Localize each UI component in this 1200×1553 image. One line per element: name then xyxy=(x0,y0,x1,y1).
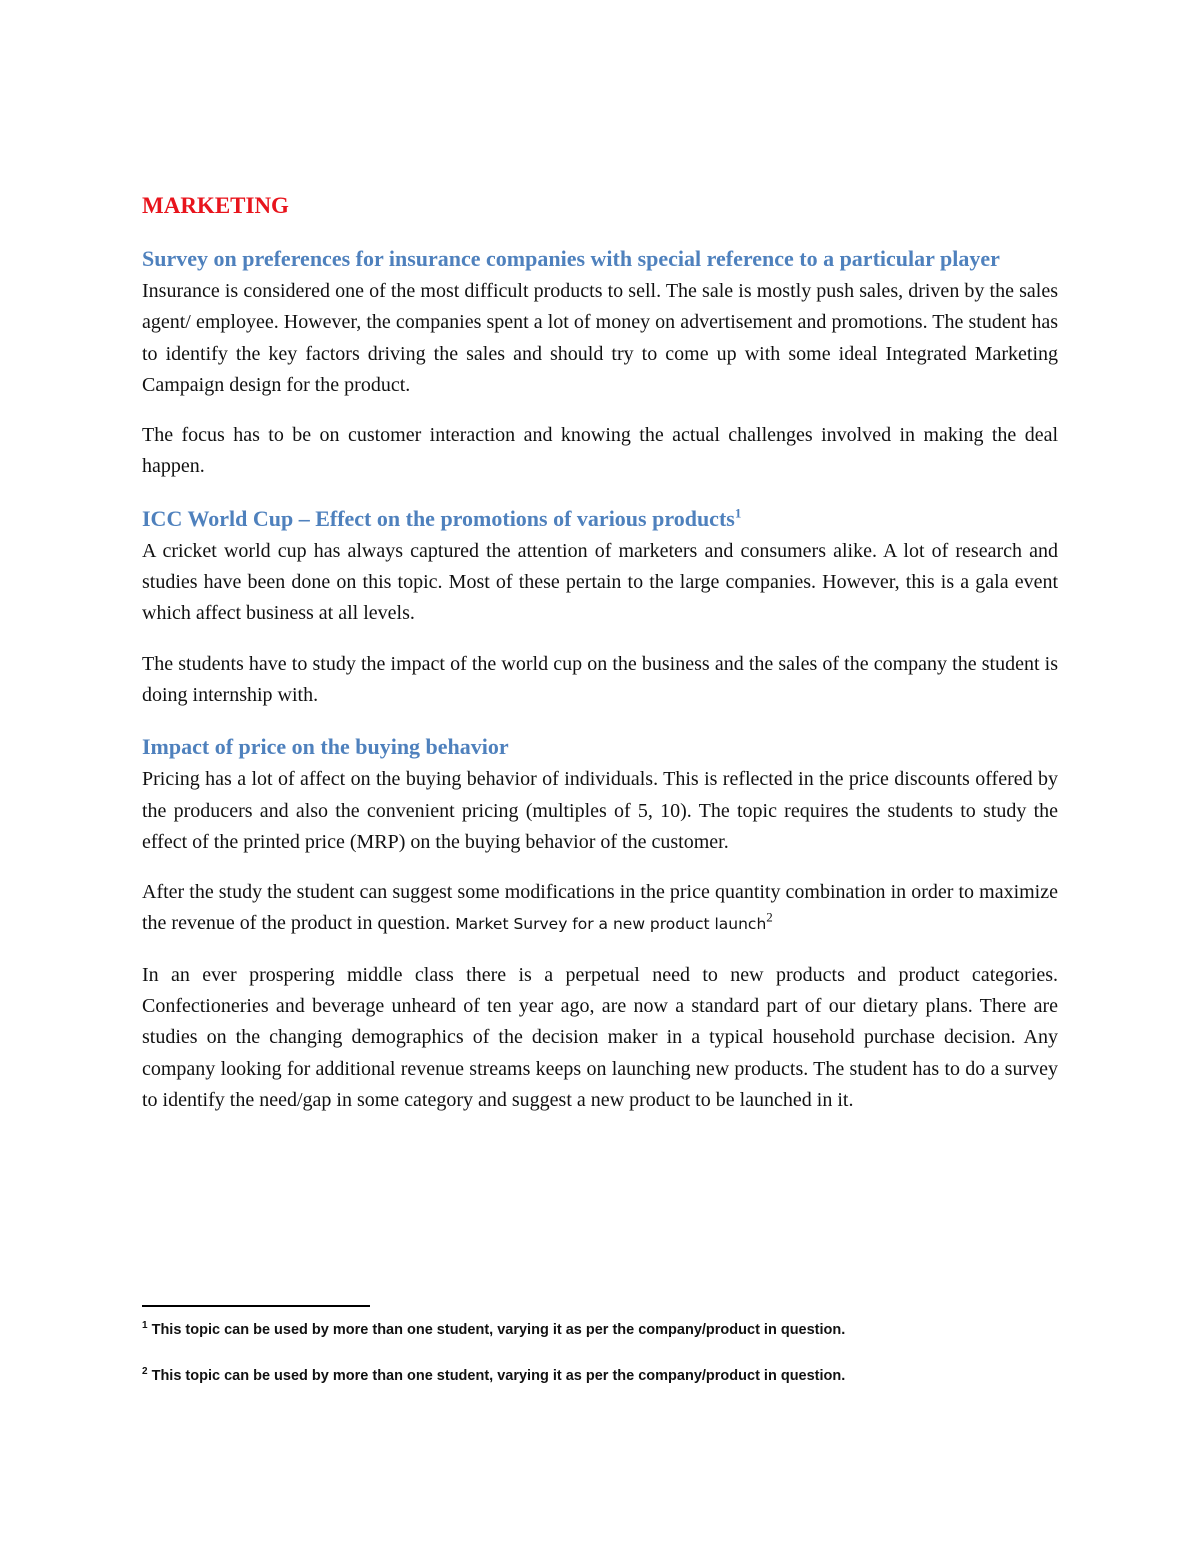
document-body xyxy=(142,190,1058,1135)
topic-paragraph: In an ever prospering middle class there is a perpetual need to new products and product categories. Confectioneries and beverage unheard of ten year ago, are now a standard part of our dietary plans. There are studies on the changing demographics of the decision maker in a typical household purchase decision. Any company looking for additional revenue streams keeps on launching new products. The student has to do a survey to identify the need/gap in some category and suggest a new product to be launched in it. xyxy=(142,963,1058,1111)
footnote-text: This topic can be used by more than one student, varying it as per the company/product in question. xyxy=(151,1322,846,1338)
topic-heading-text: ICC World Cup – Effect on the promotions of various products xyxy=(142,505,735,531)
footnote-reference: 1 xyxy=(734,505,742,521)
footnote-1 xyxy=(142,1320,1058,1340)
topic-heading-market-survey: Market Survey for a new product launch xyxy=(455,915,767,934)
footnote-number: 1 xyxy=(142,1320,148,1332)
topic-heading-insurance: Survey on preferences for insurance companies with special reference to a particular player xyxy=(142,246,1000,271)
topic-paragraph: Pricing has a lot of affect on the buying behavior of individuals. This is reflected in the price discounts offered by the producers and also the convenient pricing (multiples of 5, 10). The topic requires the students to study the effect of the printed price (MRP) on the buying behavior of the customer. xyxy=(142,768,1058,853)
footnote-reference: 2 xyxy=(766,909,773,925)
section-title: MARKETING xyxy=(142,193,289,218)
footnote-text: This topic can be used by more than one student, varying it as per the company/product in question. xyxy=(151,1368,846,1384)
footnote-number: 2 xyxy=(142,1366,148,1378)
footnote-separator xyxy=(142,1305,370,1307)
topic-paragraph xyxy=(142,877,1058,941)
footnote-2 xyxy=(142,1366,1058,1386)
topic-paragraph: The focus has to be on customer interaction and knowing the actual challenges involved in making the deal happen. xyxy=(142,424,1058,478)
topic-heading-world-cup xyxy=(142,502,1058,536)
topic-paragraph: Insurance is considered one of the most difficult products to sell. The sale is mostly push sales, driven by the sales agent/ employee. However, the companies spent a lot of money on advertisement and promotions. The student has to identify the key factors driving the sales and should try to come up with some ideal Integrated Marketing Campaign design for the product. xyxy=(142,280,1058,396)
topic-paragraph: A cricket world cup has always captured the attention of marketers and consumers alike. A lot of research and studies have been done on this topic. Most of these pertain to the large companies. However, this is a gala event which affect business at all levels. xyxy=(142,539,1058,625)
topic-paragraph-text: After the study the student can suggest some modifications in the price quantity combination in order to maximize the revenue of the product in question. xyxy=(142,881,1058,935)
topic-paragraph: The students have to study the impact of the world cup on the business and the sales of the company the student is doing internship with. xyxy=(142,652,1058,706)
topic-heading-price: Impact of price on the buying behavior xyxy=(142,734,509,760)
